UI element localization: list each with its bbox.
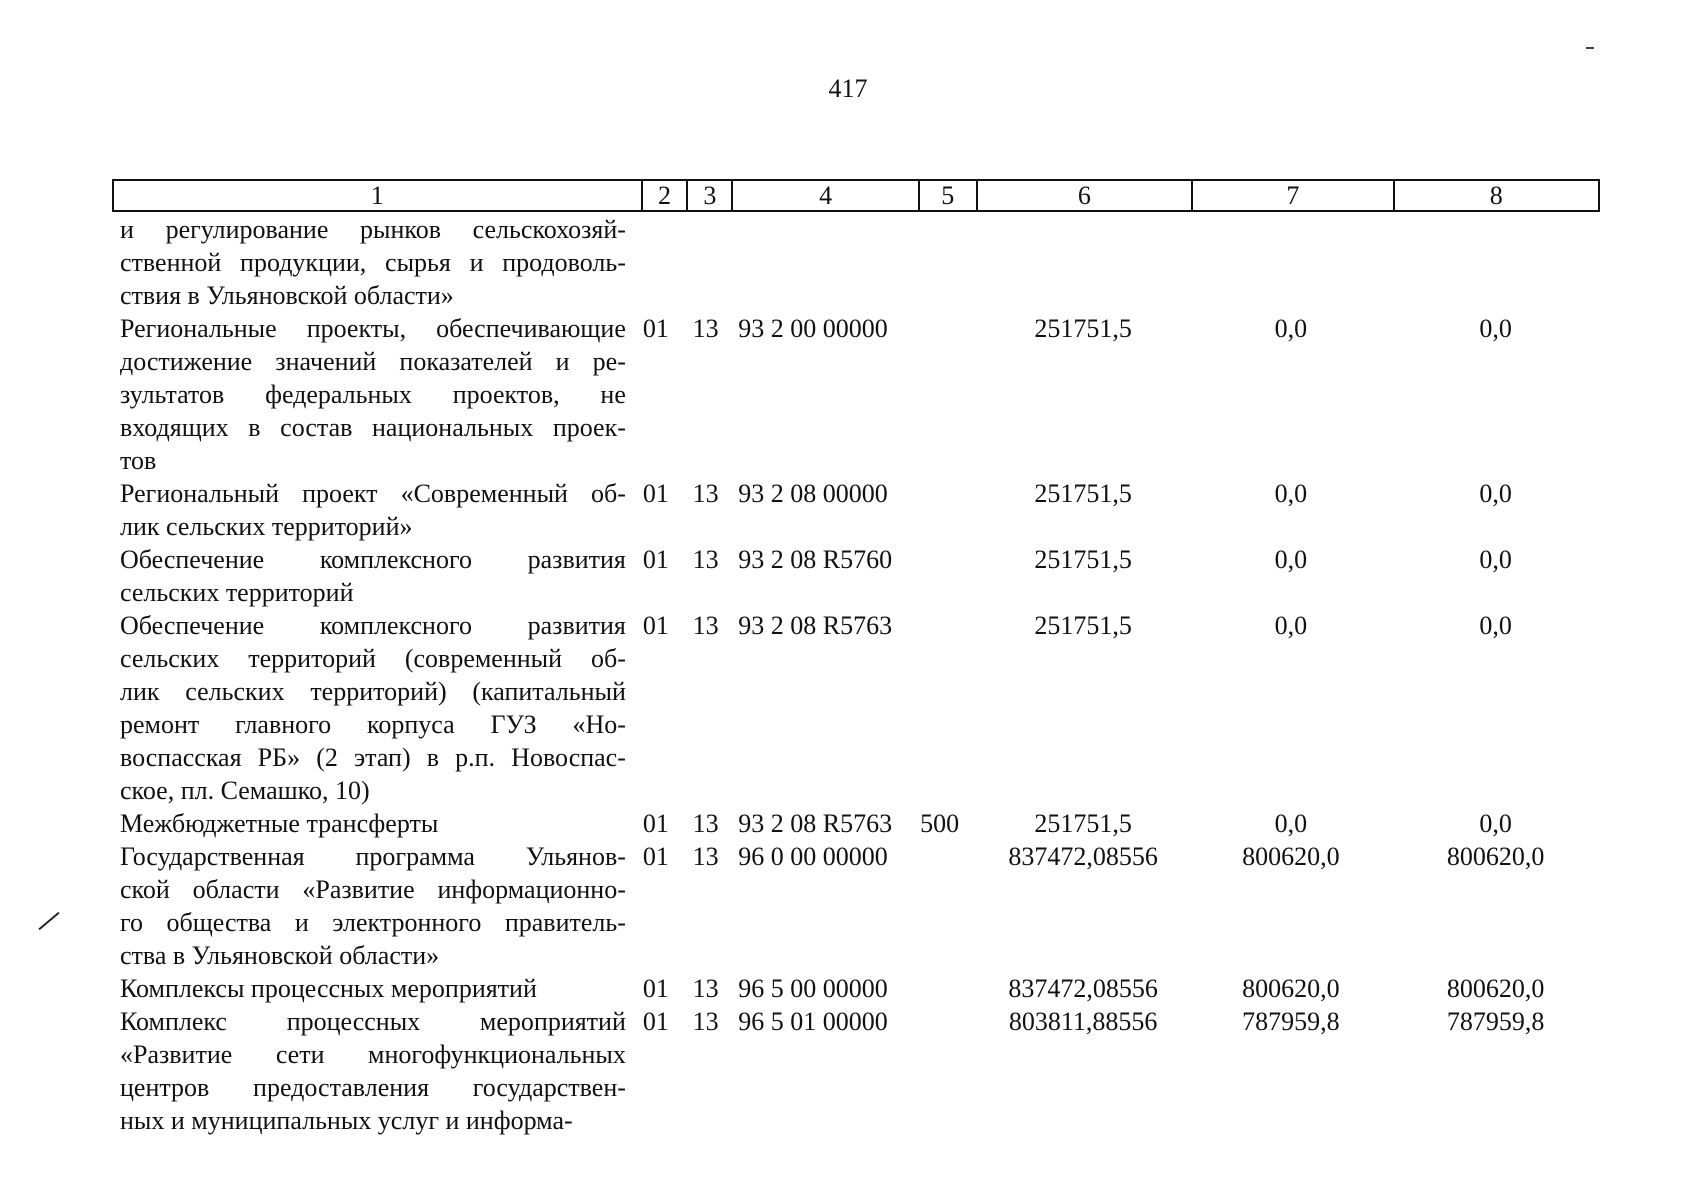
row-subsection: 13 xyxy=(692,314,719,343)
row-value-col-7: 0,0 xyxy=(1274,545,1308,574)
row-value-col-8: 0,0 xyxy=(1479,479,1512,508)
row-value-col-6: 251751,5 xyxy=(1034,809,1132,838)
row-name-line: Региональный проект «Современный об- xyxy=(120,479,626,508)
row-name-line: ственной продукции, сырья и продоволь- xyxy=(120,248,626,277)
row-value-col-7: 0,0 xyxy=(1274,479,1308,508)
row-value-col-8: 0,0 xyxy=(1479,809,1512,838)
row-name-line: достижение значений показателей и ре- xyxy=(120,347,626,376)
table-row xyxy=(120,213,1600,312)
table-row xyxy=(120,312,1600,477)
row-subsection: 13 xyxy=(692,1007,719,1036)
row-name xyxy=(120,312,637,477)
row-name-line: входящих в состав национальных проек- xyxy=(120,413,626,442)
row-name-line: Межбюджетные трансферты xyxy=(120,809,439,838)
row-name-line: тов xyxy=(120,446,157,475)
row-name xyxy=(120,972,637,1005)
row-subsection: 13 xyxy=(692,809,719,838)
row-name-line: ской области «Развитие информационно- xyxy=(120,875,626,904)
row-subsection: 13 xyxy=(692,611,719,640)
row-value-col-8: 0,0 xyxy=(1479,611,1512,640)
row-subsection: 13 xyxy=(692,479,719,508)
row-section: 01 xyxy=(642,809,669,838)
row-value-col-6: 251751,5 xyxy=(1034,314,1132,343)
row-name xyxy=(120,840,637,972)
row-name xyxy=(120,1005,637,1137)
row-name xyxy=(120,807,637,840)
row-name-line: и регулирование рынков сельскохозяй- xyxy=(120,215,626,244)
row-target-article: 93 2 08 R5763 xyxy=(738,611,893,640)
row-name-line: Обеспечение комплексного развития xyxy=(120,611,626,640)
row-name-line: Обеспечение комплексного развития xyxy=(120,545,626,574)
row-value-col-7 xyxy=(1191,213,1392,312)
row-expense-type xyxy=(920,609,976,807)
header-col-1: 1 xyxy=(114,181,643,210)
row-section: 01 xyxy=(642,545,669,574)
row-expense-type xyxy=(920,543,976,609)
row-target-article: 93 2 08 R5760 xyxy=(738,545,893,574)
row-value-col-7: 800620,0 xyxy=(1242,842,1340,871)
row-name xyxy=(120,213,637,312)
row-name-line: центров предоставления государствен- xyxy=(120,1073,626,1102)
row-target-article: 96 5 01 00000 xyxy=(738,1007,888,1036)
row-value-col-8: 787959,8 xyxy=(1446,1007,1545,1036)
row-value-col-6: 803811,88556 xyxy=(1008,1007,1158,1036)
row-subsection: 13 xyxy=(692,545,719,574)
header-col-7: 7 xyxy=(1193,181,1394,210)
row-name-line: го общества и электронного правитель- xyxy=(120,908,626,937)
row-value-col-8 xyxy=(1391,213,1600,312)
row-section: 01 xyxy=(642,479,669,508)
row-name-line: ных и муниципальных услуг и информа- xyxy=(120,1106,573,1135)
row-name-line: воспасская РБ» (2 этап) в р.п. Новоспас- xyxy=(120,743,626,772)
header-col-3: 3 xyxy=(688,181,733,210)
row-name-line: лик сельских территорий) (капитальный xyxy=(120,677,626,706)
row-name-line: ствия в Ульяновской области» xyxy=(120,281,454,310)
row-name-line: ремонт главного корпуса ГУЗ «Но- xyxy=(120,710,626,739)
row-name-line: ское, пл. Семашко, 10) xyxy=(120,776,370,805)
scan-mark xyxy=(1586,47,1594,49)
row-name-line: «Развитие сети многофункциональных xyxy=(120,1040,626,1069)
row-target-article: 93 2 08 R5763 xyxy=(738,809,893,838)
row-section: 01 xyxy=(642,842,669,871)
row-name xyxy=(120,477,637,543)
row-section: 01 xyxy=(642,1007,669,1036)
row-subsection: 13 xyxy=(692,842,719,871)
table-body xyxy=(120,213,1600,1137)
row-value-col-6: 251751,5 xyxy=(1034,545,1132,574)
header-col-6: 6 xyxy=(978,181,1193,210)
row-expense-type xyxy=(920,213,976,312)
row-value-col-7: 800620,0 xyxy=(1242,974,1340,1003)
row-value-col-7: 0,0 xyxy=(1274,809,1308,838)
row-expense-type xyxy=(920,1005,976,1137)
row-target-article xyxy=(738,213,920,312)
row-name-line: Комплексы процессных мероприятий xyxy=(120,974,537,1003)
row-expense-type xyxy=(920,477,976,543)
row-value-col-7: 0,0 xyxy=(1274,611,1308,640)
row-target-article: 93 2 00 00000 xyxy=(738,314,888,343)
table-row xyxy=(120,543,1600,609)
row-value-col-8: 0,0 xyxy=(1479,314,1512,343)
row-value-col-8: 0,0 xyxy=(1479,545,1512,574)
row-target-article: 96 5 00 00000 xyxy=(738,974,888,1003)
row-name-line: сельских территорий (современный об- xyxy=(120,644,626,673)
row-value-col-8: 800620,0 xyxy=(1446,842,1545,871)
row-name-line: сельских территорий xyxy=(120,578,354,607)
row-name-line: Комплекс процессных мероприятий xyxy=(120,1007,626,1036)
pen-mark xyxy=(38,912,59,930)
row-expense-type: 500 xyxy=(920,809,960,838)
page-number: 417 xyxy=(828,74,868,103)
row-value-col-8: 800620,0 xyxy=(1446,974,1545,1003)
row-section: 01 xyxy=(642,611,669,640)
row-value-col-7: 0,0 xyxy=(1274,314,1308,343)
table-row xyxy=(120,1005,1600,1137)
row-value-col-6: 251751,5 xyxy=(1034,611,1132,640)
row-value-col-6: 837472,08556 xyxy=(1008,842,1158,871)
table-row xyxy=(120,972,1600,1005)
row-name-line: ства в Ульяновской области» xyxy=(120,941,440,970)
row-name-line: Региональные проекты, обеспечивающие xyxy=(120,314,626,343)
table-header xyxy=(112,179,1600,212)
row-section: 01 xyxy=(642,314,669,343)
row-value-col-6 xyxy=(976,213,1191,312)
row-name xyxy=(120,543,637,609)
row-expense-type xyxy=(920,972,976,1005)
table-row xyxy=(120,609,1600,807)
row-subsection xyxy=(693,213,739,312)
header-col-4: 4 xyxy=(733,181,920,210)
table-row xyxy=(120,477,1600,543)
row-name xyxy=(120,609,637,807)
row-value-col-6: 251751,5 xyxy=(1034,479,1132,508)
row-name-line: лик сельских территорий» xyxy=(120,512,413,541)
row-expense-type xyxy=(920,840,976,972)
row-expense-type xyxy=(920,312,976,477)
header-col-5: 5 xyxy=(920,181,978,210)
row-name-line: Государственная программа Ульянов- xyxy=(120,842,626,871)
row-section xyxy=(637,213,693,312)
header-col-8: 8 xyxy=(1489,181,1503,210)
row-value-col-6: 837472,08556 xyxy=(1008,974,1158,1003)
header-col-2: 2 xyxy=(643,181,689,210)
row-target-article: 96 0 00 00000 xyxy=(738,842,888,871)
row-name-line: зультатов федеральных проектов, не xyxy=(120,380,626,409)
row-subsection: 13 xyxy=(692,974,719,1003)
row-section: 01 xyxy=(642,974,669,1003)
row-value-col-7: 787959,8 xyxy=(1242,1007,1340,1036)
row-target-article: 93 2 08 00000 xyxy=(738,479,888,508)
table-row xyxy=(120,807,1600,840)
table-row xyxy=(120,840,1600,972)
